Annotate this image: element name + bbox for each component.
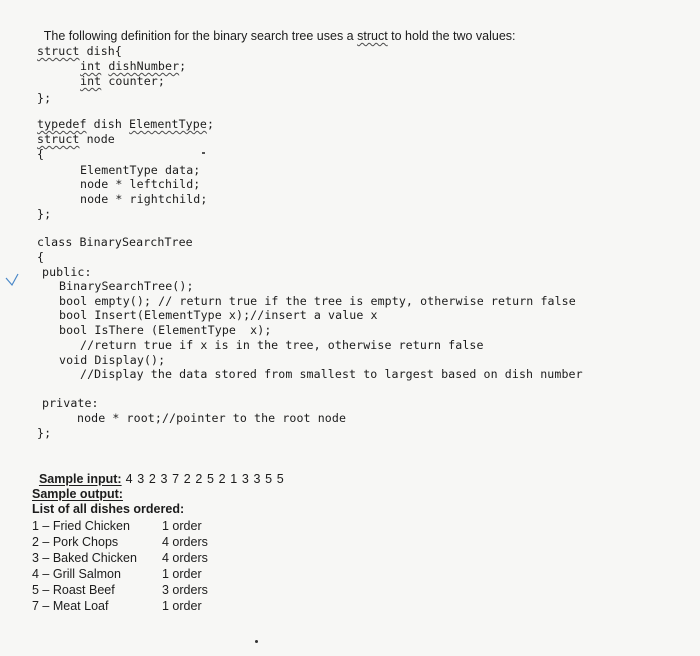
code-int-dishnumber: int dishNumber; [80, 59, 187, 73]
output-count-6: 1 order [162, 599, 202, 613]
code-struct-node: struct node [37, 132, 115, 146]
dot-mark [255, 640, 258, 643]
code-isthere-method: bool IsThere (ElementType x); [59, 323, 272, 337]
output-dish-5: 5 – Roast Beef [32, 583, 115, 597]
code-class-close: }; [37, 426, 52, 440]
intro-text [37, 15, 516, 43]
intro-pre: The following definition for the binary search tree uses a [43, 29, 358, 43]
code-typedef: typedef dish ElementType; [37, 117, 215, 131]
code-node-data: ElementType data; [80, 163, 201, 177]
output-count-3: 4 orders [162, 551, 208, 565]
checkmark-icon [4, 272, 22, 290]
output-count-5: 3 orders [162, 583, 208, 597]
code-display-method: void Display(); [59, 353, 166, 367]
sample-output-heading: List of all dishes ordered: [32, 502, 185, 516]
code-constructor: BinarySearchTree(); [59, 279, 194, 293]
output-dish-6: 7 – Meat Loaf [32, 599, 109, 613]
output-count-4: 1 order [162, 567, 202, 581]
output-dish-1: 1 – Fried Chicken [32, 519, 130, 533]
code-public-label: public: [42, 265, 92, 279]
code-insert-method: bool Insert(ElementType x);//insert a value x [59, 308, 378, 322]
code-empty-method: bool empty(); // return true if the tree is empty, otherwise return false [59, 294, 576, 308]
code-node-rightchild: node * rightchild; [80, 192, 208, 206]
sample-output-label: Sample output: [32, 487, 123, 501]
code-root-member: node * root;//pointer to the root node [77, 411, 347, 425]
output-dish-2: 2 – Pork Chops [32, 535, 119, 549]
code-class-decl: class BinarySearchTree [37, 235, 193, 249]
intro-post: to hold the two values: [387, 29, 516, 43]
code-isthere-comment: //return true if x is in the tree, otherwise return false [80, 338, 484, 352]
code-node-open: { [37, 147, 45, 161]
output-count-2: 4 orders [162, 535, 208, 549]
code-display-comment: //Display the data stored from smallest to largest based on dish number [80, 367, 583, 381]
code-node-close: }; [37, 207, 52, 221]
code-node-leftchild: node * leftchild; [80, 177, 201, 191]
output-count-1: 1 order [162, 519, 202, 533]
code-private-label: private: [42, 396, 99, 410]
code-struct-close: }; [37, 91, 52, 105]
dot-mark [202, 152, 205, 154]
code-int-counter: int counter; [80, 74, 165, 88]
code-struct-dish: struct dish{ [37, 44, 122, 58]
code-class-open: { [37, 250, 45, 264]
output-dish-4: 4 – Grill Salmon [32, 567, 121, 581]
intro-struct-keyword: struct [357, 29, 388, 43]
output-dish-3: 3 – Baked Chicken [32, 551, 137, 565]
sample-input-label: Sample input: [38, 472, 122, 486]
sample-input [32, 458, 284, 486]
sample-input-value: 4 3 2 3 7 2 2 5 2 1 3 3 5 5 [121, 472, 285, 486]
